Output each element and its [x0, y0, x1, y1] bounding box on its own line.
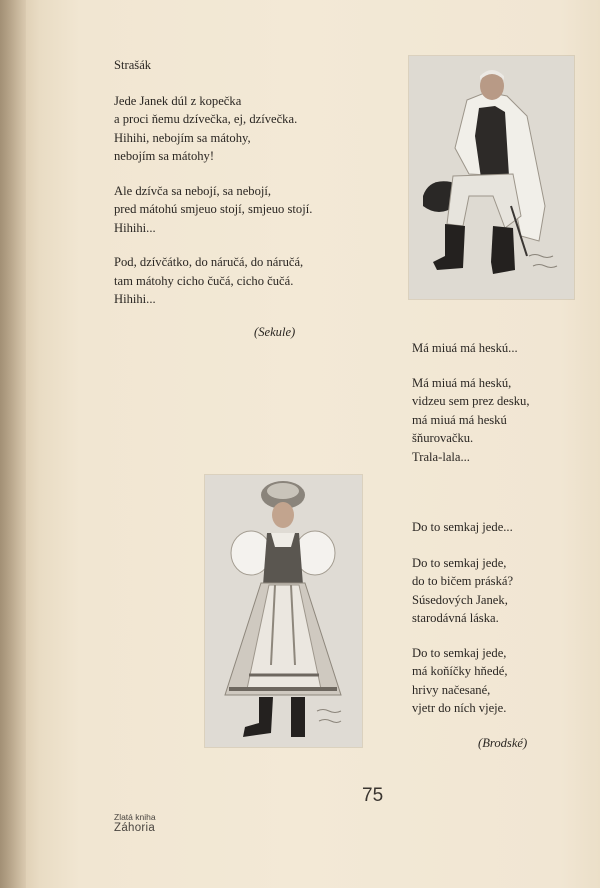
verse-line: Do to semkaj jede, [412, 645, 507, 660]
verse-line: Ale dzívča sa nebojí, sa nebojí, [114, 183, 272, 198]
verse-line: Súsedových Janek, [412, 592, 508, 607]
illustration-seated-man [409, 56, 574, 299]
verse-line: Do to semkaj jede, [412, 555, 507, 570]
poem-source: (Sekule) [254, 325, 296, 339]
page-number: 75 [362, 785, 384, 806]
verse-line: do to bičem práská? [412, 574, 514, 588]
verse-line: vjetr do ních vjeje. [412, 701, 507, 715]
verse-line: hrivy načesané, [412, 682, 491, 697]
verse-line: pred mátohú smjeuo stojí, smjeuo stojí. [114, 202, 313, 216]
poem-strasak [114, 56, 312, 309]
poem-title: Do to semkaj jede... [412, 520, 513, 534]
poem-source: (Brodské) [478, 736, 528, 750]
verse-line: má miuá má heskú [412, 412, 507, 427]
verse-line: nebojím sa mátohy! [114, 149, 215, 163]
verse-line: starodávná láska. [412, 611, 499, 625]
verse-line: šňurovačku. [412, 431, 474, 445]
verse-line: Jede Janek dúl z kopečka [114, 93, 242, 108]
verse-line: tam mátohy cicho čučá, cicho čučá. [114, 273, 294, 288]
footer-line-2: Záhoria [114, 822, 156, 834]
verse-line: Má miuá má heskú, [412, 375, 512, 390]
verse-line: Pod, dzívčátko, do náručá, do náručá, [114, 255, 304, 269]
footer-line-1: Zlatá kniha [114, 812, 156, 822]
poem-title: Má miuá má heskú... [412, 341, 518, 355]
poem-title: Strašák [114, 58, 152, 72]
verse-line: Hihihi... [114, 220, 156, 235]
poem-ma-miua [412, 339, 530, 466]
illustration-folk-costume-woman [205, 475, 362, 747]
verse-line: a proci ňemu dzívečka, ej, dzívečka. [114, 112, 298, 126]
book-gutter-shadow [0, 0, 26, 888]
verse-line: vidzeu sem prez desku, [412, 394, 530, 408]
verse-line: Hihihi... [114, 292, 156, 306]
book-footer [114, 812, 156, 834]
verse-line: Hihihi, nebojím sa mátohy, [114, 130, 251, 145]
poem-do-to-semkaj [412, 518, 513, 718]
verse-line: Trala-lala... [412, 449, 470, 464]
verse-line: má koňíčky hňedé, [412, 664, 508, 678]
